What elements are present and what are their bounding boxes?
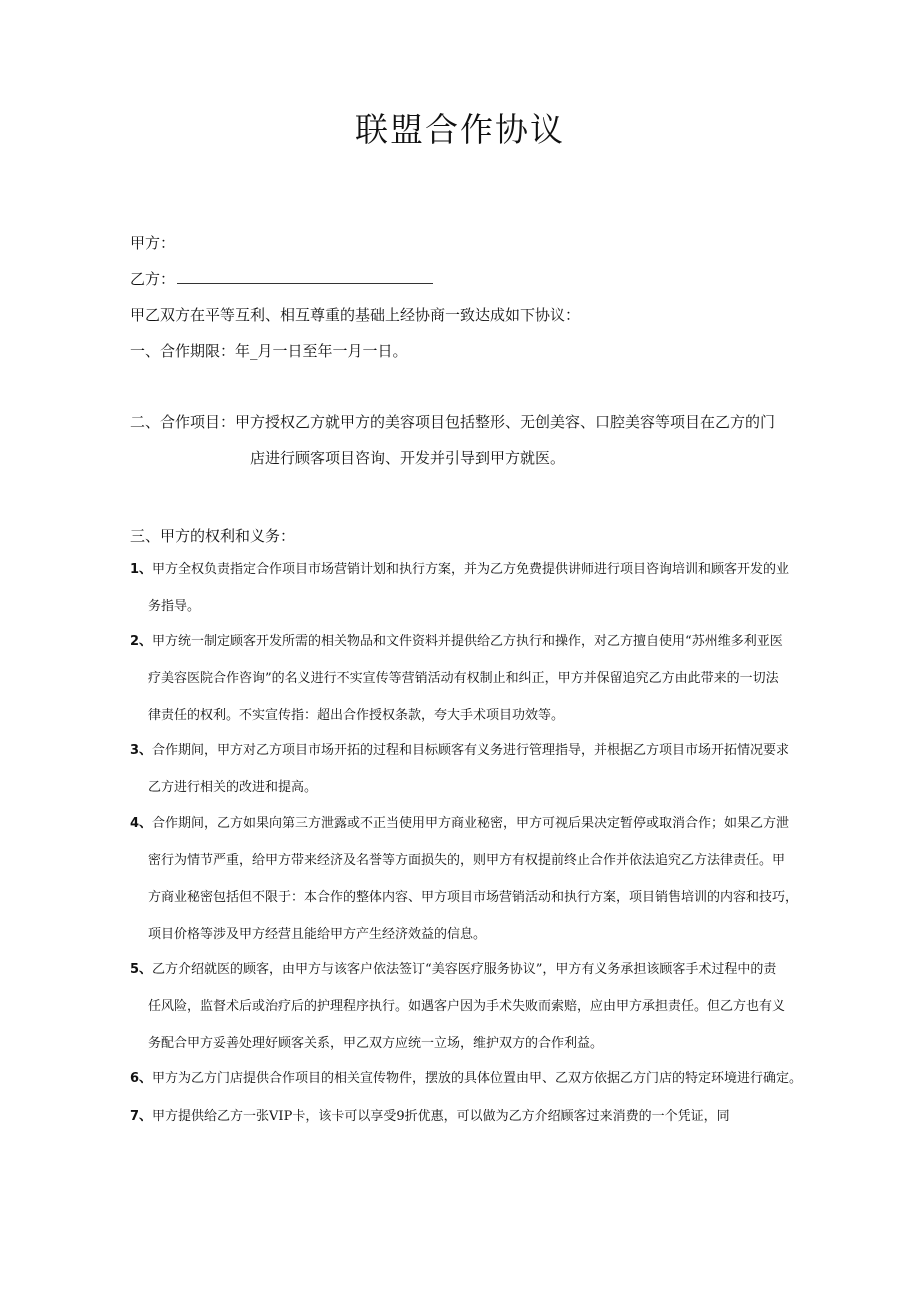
list-item-4 [130,815,810,963]
list-item-row [130,1070,810,1107]
list-item-text: 乙方介绍就医的顾客，由甲方与该客户依法签订“美容医疗服务协议”，甲方有义务承担该顾客手术过程中的责 [152,962,777,977]
list-item-text: 甲方为乙方门店提供合作项目的相关宣传物件，摆放的具体位置由甲、乙双方依据乙方门店的特定环境进行确定。 [152,1071,803,1086]
list-item-number: 7、 [130,1109,153,1124]
section-1-term: 一、合作期限：年_月一日至年一月一日。 [130,342,408,360]
party-b-blank [177,271,433,284]
list-item-row [130,815,810,852]
list-item-number: 6、 [130,1071,153,1086]
list-item-row: 务配合甲方妥善处理好顾客关系，甲乙双方应统一立场，维护双方的合作利益。 [148,1036,604,1051]
list-item-2 [130,633,810,744]
list-item-text: 甲方全权负责指定合作项目市场营销计划和执行方案，并为乙方免费提供讲师进行项目咨询培训和顾客开发的业 [152,562,790,577]
list-item-number: 1、 [130,562,153,577]
intro-text: 甲乙双方在平等互利、相互尊重的基础上经协商一致达成如下协议： [130,306,581,324]
list-item-row [130,1108,810,1145]
list-item-row: 乙方进行相关的改进和提高。 [148,780,318,795]
list-item-text: 甲方统一制定顾客开发所需的相关物品和文件资料并提供给乙方执行和操作，对乙方擅自使用“苏州维多利亚医 [152,634,783,649]
list-item-row: 项目价格等涉及甲方经营且能给甲方产生经济效益的信息。 [148,927,487,942]
list-item-text: 合作期间，甲方对乙方项目市场开拓的过程和目标顾客有义务进行管理指导，并根据乙方项目市场开拓情况要求 [152,743,790,758]
party-a-label: 甲方： [130,234,176,252]
list-item-row [130,633,810,670]
list-item-number: 5、 [130,962,153,977]
section-2-line-2: 店进行顾客项目咨询、开发并引导到甲方就医。 [250,449,566,467]
list-item-row [130,561,810,598]
section-2-line-1: 二、合作项目：甲方授权乙方就甲方的美容项目包括整形、无创美容、口腔美容等项目在乙方的门 [130,413,776,431]
list-item-number: 4、 [130,816,153,831]
party-b-label: 乙方： [130,270,176,288]
list-item-row [130,961,810,998]
list-item-text: 合作期间，乙方如果向第三方泄露或不正当使用甲方商业秘密，甲方可视后果决定暂停或取消合作；如果乙方泄 [152,816,790,831]
list-item-text: 甲方提供给乙方一张VIP卡，该卡可以享受9折优惠，可以做为乙方介绍顾客过来消费的一个凭证，同 [152,1109,730,1124]
party-b-line [130,268,433,289]
list-item-row: 律责任的权利。不实宣传指：超出合作授权条款，夸大手术项目功效等。 [148,708,565,723]
document-title: 联盟合作协议 [355,110,565,149]
party-a-line [130,232,175,253]
list-item-6 [130,1070,810,1107]
list-item-row: 务指导。 [148,599,201,614]
list-item-row: 密行为情节严重，给甲方带来经济及名誉等方面损失的，则甲方有权提前终止合作并依法追究乙方法律责任。甲 [148,853,786,868]
section-3-heading: 三、甲方的权利和义务： [130,527,296,545]
list-item-number: 2、 [130,634,153,649]
list-item-1 [130,561,810,635]
list-item-number: 3、 [130,743,153,758]
list-item-row [130,742,810,779]
list-item-3 [130,742,810,816]
list-item-row: 方商业秘密包括但不限于：本合作的整体内容、甲方项目市场营销活动和执行方案，项目销售培训的内容和技巧， [148,890,799,905]
list-item-5 [130,961,810,1072]
list-item-7 [130,1108,810,1145]
list-item-row: 任风险，监督术后或治疗后的护理程序执行。如遇客户因为手术失败而索赔，应由甲方承担责任。但乙方也有义 [148,999,786,1014]
list-item-row: 疗美容医院合作咨询”的名义进行不实宣传等营销活动有权制止和纠正，甲方并保留追究乙方由此带来的一切法 [148,671,779,686]
